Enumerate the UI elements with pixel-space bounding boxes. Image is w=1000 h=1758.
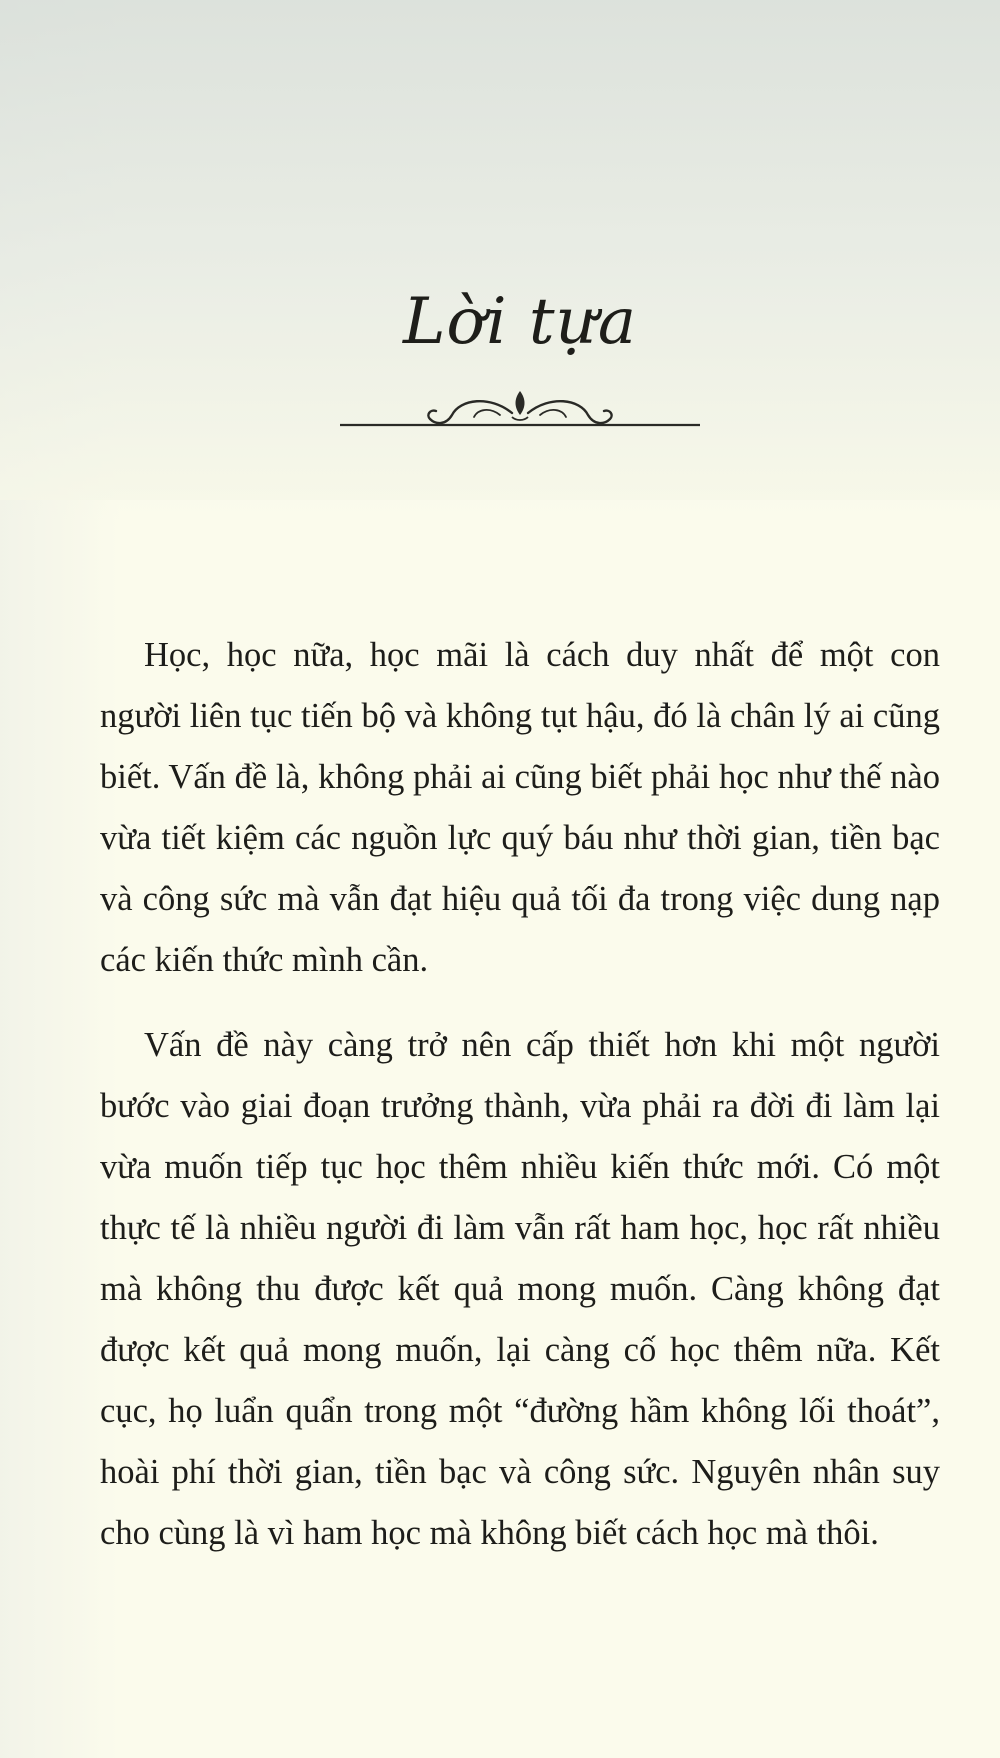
chapter-heading bbox=[340, 285, 700, 445]
paragraph-1: Học, học nữa, học mãi là cách duy nhất để một con người liên tục tiến bộ và không tụt hậu, đó là chân lý ai cũng biết. Vấn đề là, không phải ai cũng biết phải học như thế nào vừa tiết kiệm các nguồn lực quý báu như thời gian, tiền bạc và công sức mà vẫn đạt hiệu quả tối đa trong việc dung nạp các kiến thức mình cần. bbox=[100, 636, 940, 979]
preface-body bbox=[100, 625, 940, 1588]
page-title: Lời tựa bbox=[403, 285, 637, 359]
flourish-divider-icon bbox=[340, 385, 700, 435]
paragraph-2: Vấn đề này càng trở nên cấp thiết hơn khi một người bước vào giai đoạn trưởng thành, vừa phải ra đời đi làm lại vừa muốn tiếp tục học thêm nhiều kiến thức mới. Có một thực tế là nhiều người đi làm vẫn rất ham học, học rất nhiều mà không thu được kết quả mong muốn. Càng không đạt được kết quả mong muốn, lại càng cố học thêm nữa. Kết cục, họ luẩn quẩn trong một “đường hầm không lối thoát”, hoài phí thời gian, tiền bạc và công sức. Nguyên nhân suy cho cùng là vì ham học mà không biết cách học mà thôi. bbox=[100, 1026, 940, 1552]
